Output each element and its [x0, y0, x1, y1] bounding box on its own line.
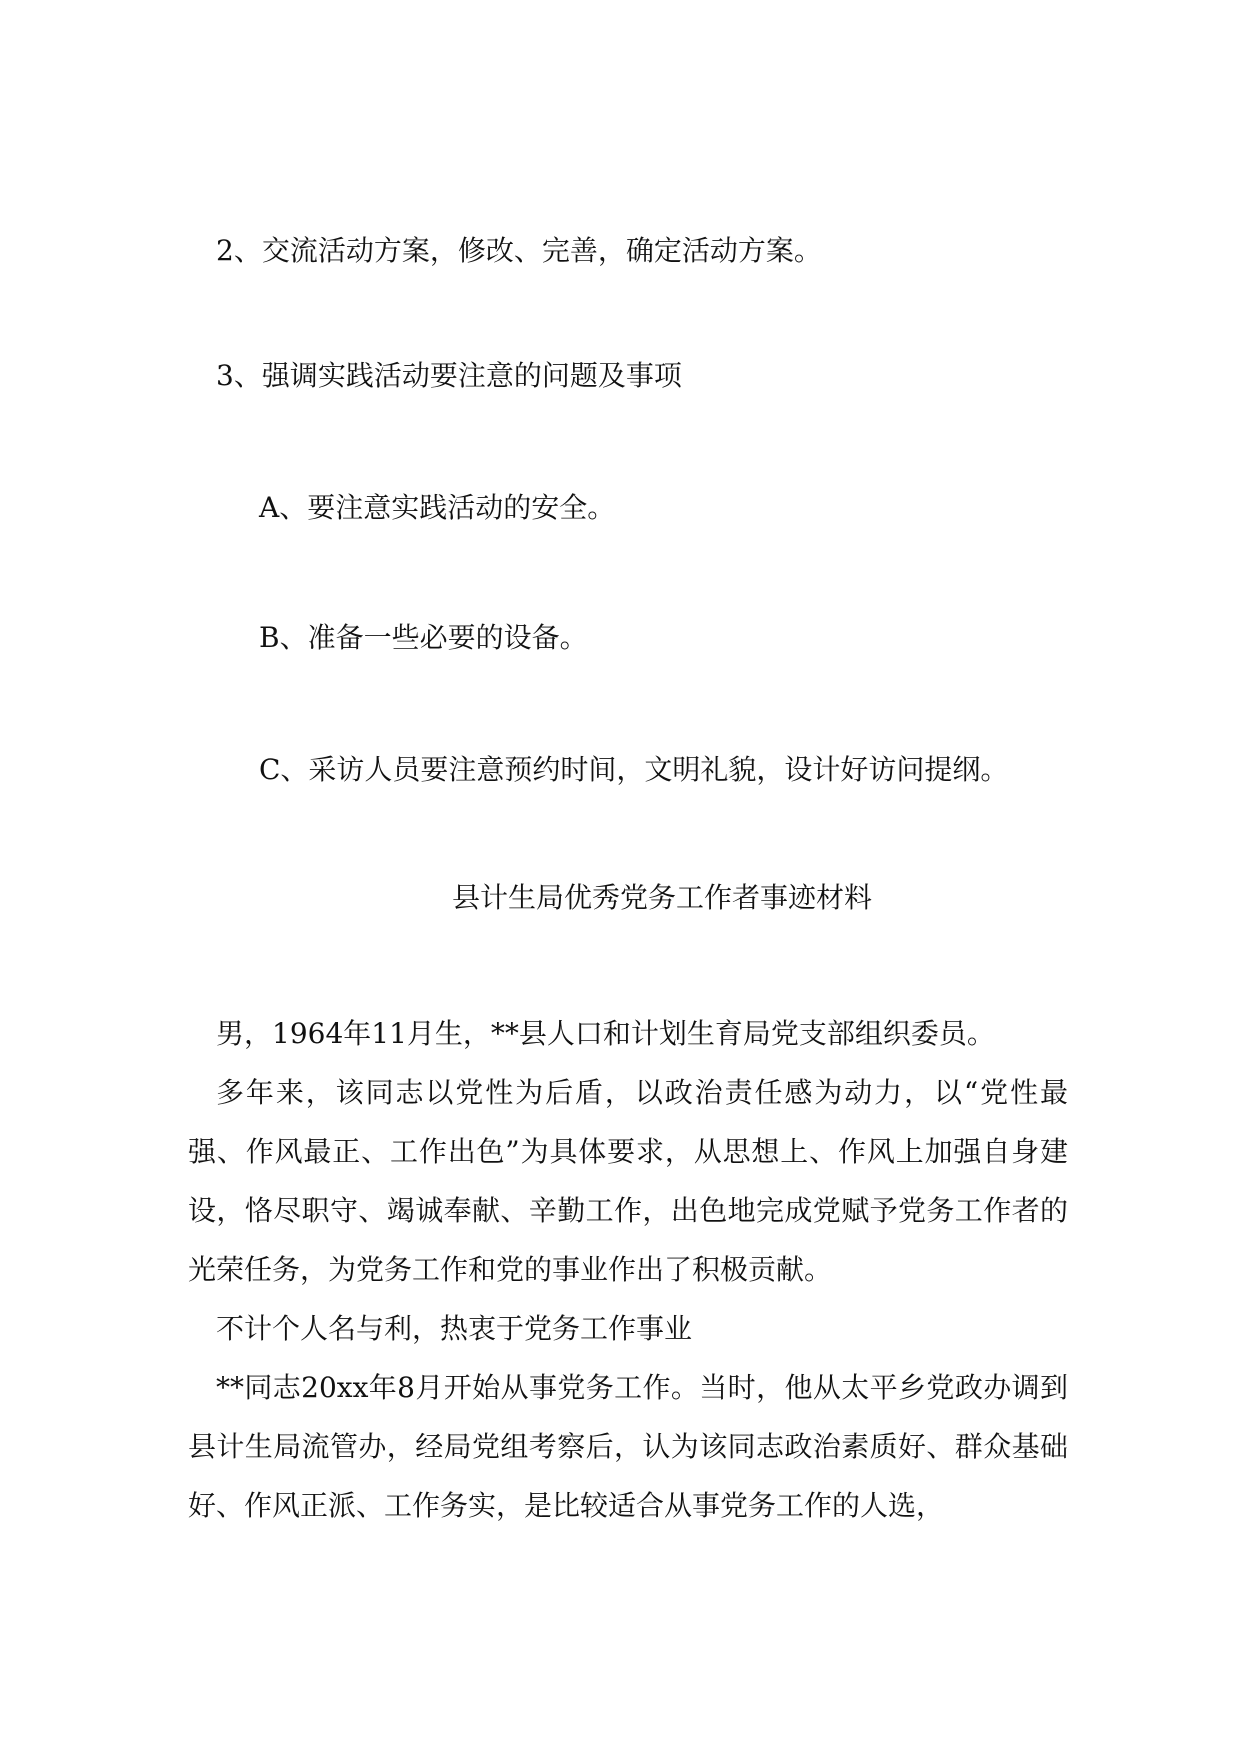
article-title: 县计生局优秀党务工作者事迹材料: [452, 881, 873, 914]
article-paragraph: **同志20xx年8月开始从事党务工作。当时，他从太平乡党政办调到县计生局流管办，经局党组考察后，认为该同志政治素质好、群众基础好、作风正派、工作务实，是比较适合从事党务工作的人选，: [188, 1371, 1068, 1522]
step-2-text: 2、交流活动方案，修改、完善，确定活动方案。: [216, 234, 822, 267]
article-paragraph: 多年来，该同志以党性为后盾，以政治责任感为动力，以“党性最强、作风最正、工作出色”为具体要求，从思想上、作风上加强自身建设，恪尽职守、竭诚奉献、辛勤工作，出色地完成党赋予党务工作者的光荣任务，为党务工作和党的事业作出了积极贡献。: [188, 1076, 1068, 1286]
note-c-text: C、采访人员要注意预约时间，文明礼貌，设计好访问提纲。: [259, 753, 1009, 786]
step-3-text: 3、强调实践活动要注意的问题及事项: [216, 359, 682, 392]
article-paragraph: 男，1964年11月生，**县人口和计划生育局党支部组织委员。: [216, 1017, 995, 1050]
article-body: [188, 1004, 1068, 1535]
note-a-text: A、要注意实践活动的安全。: [259, 491, 616, 524]
article-section-heading: 不计个人名与利，热衷于党务工作事业: [216, 1312, 693, 1345]
note-b-text: B、准备一些必要的设备。: [259, 621, 588, 654]
